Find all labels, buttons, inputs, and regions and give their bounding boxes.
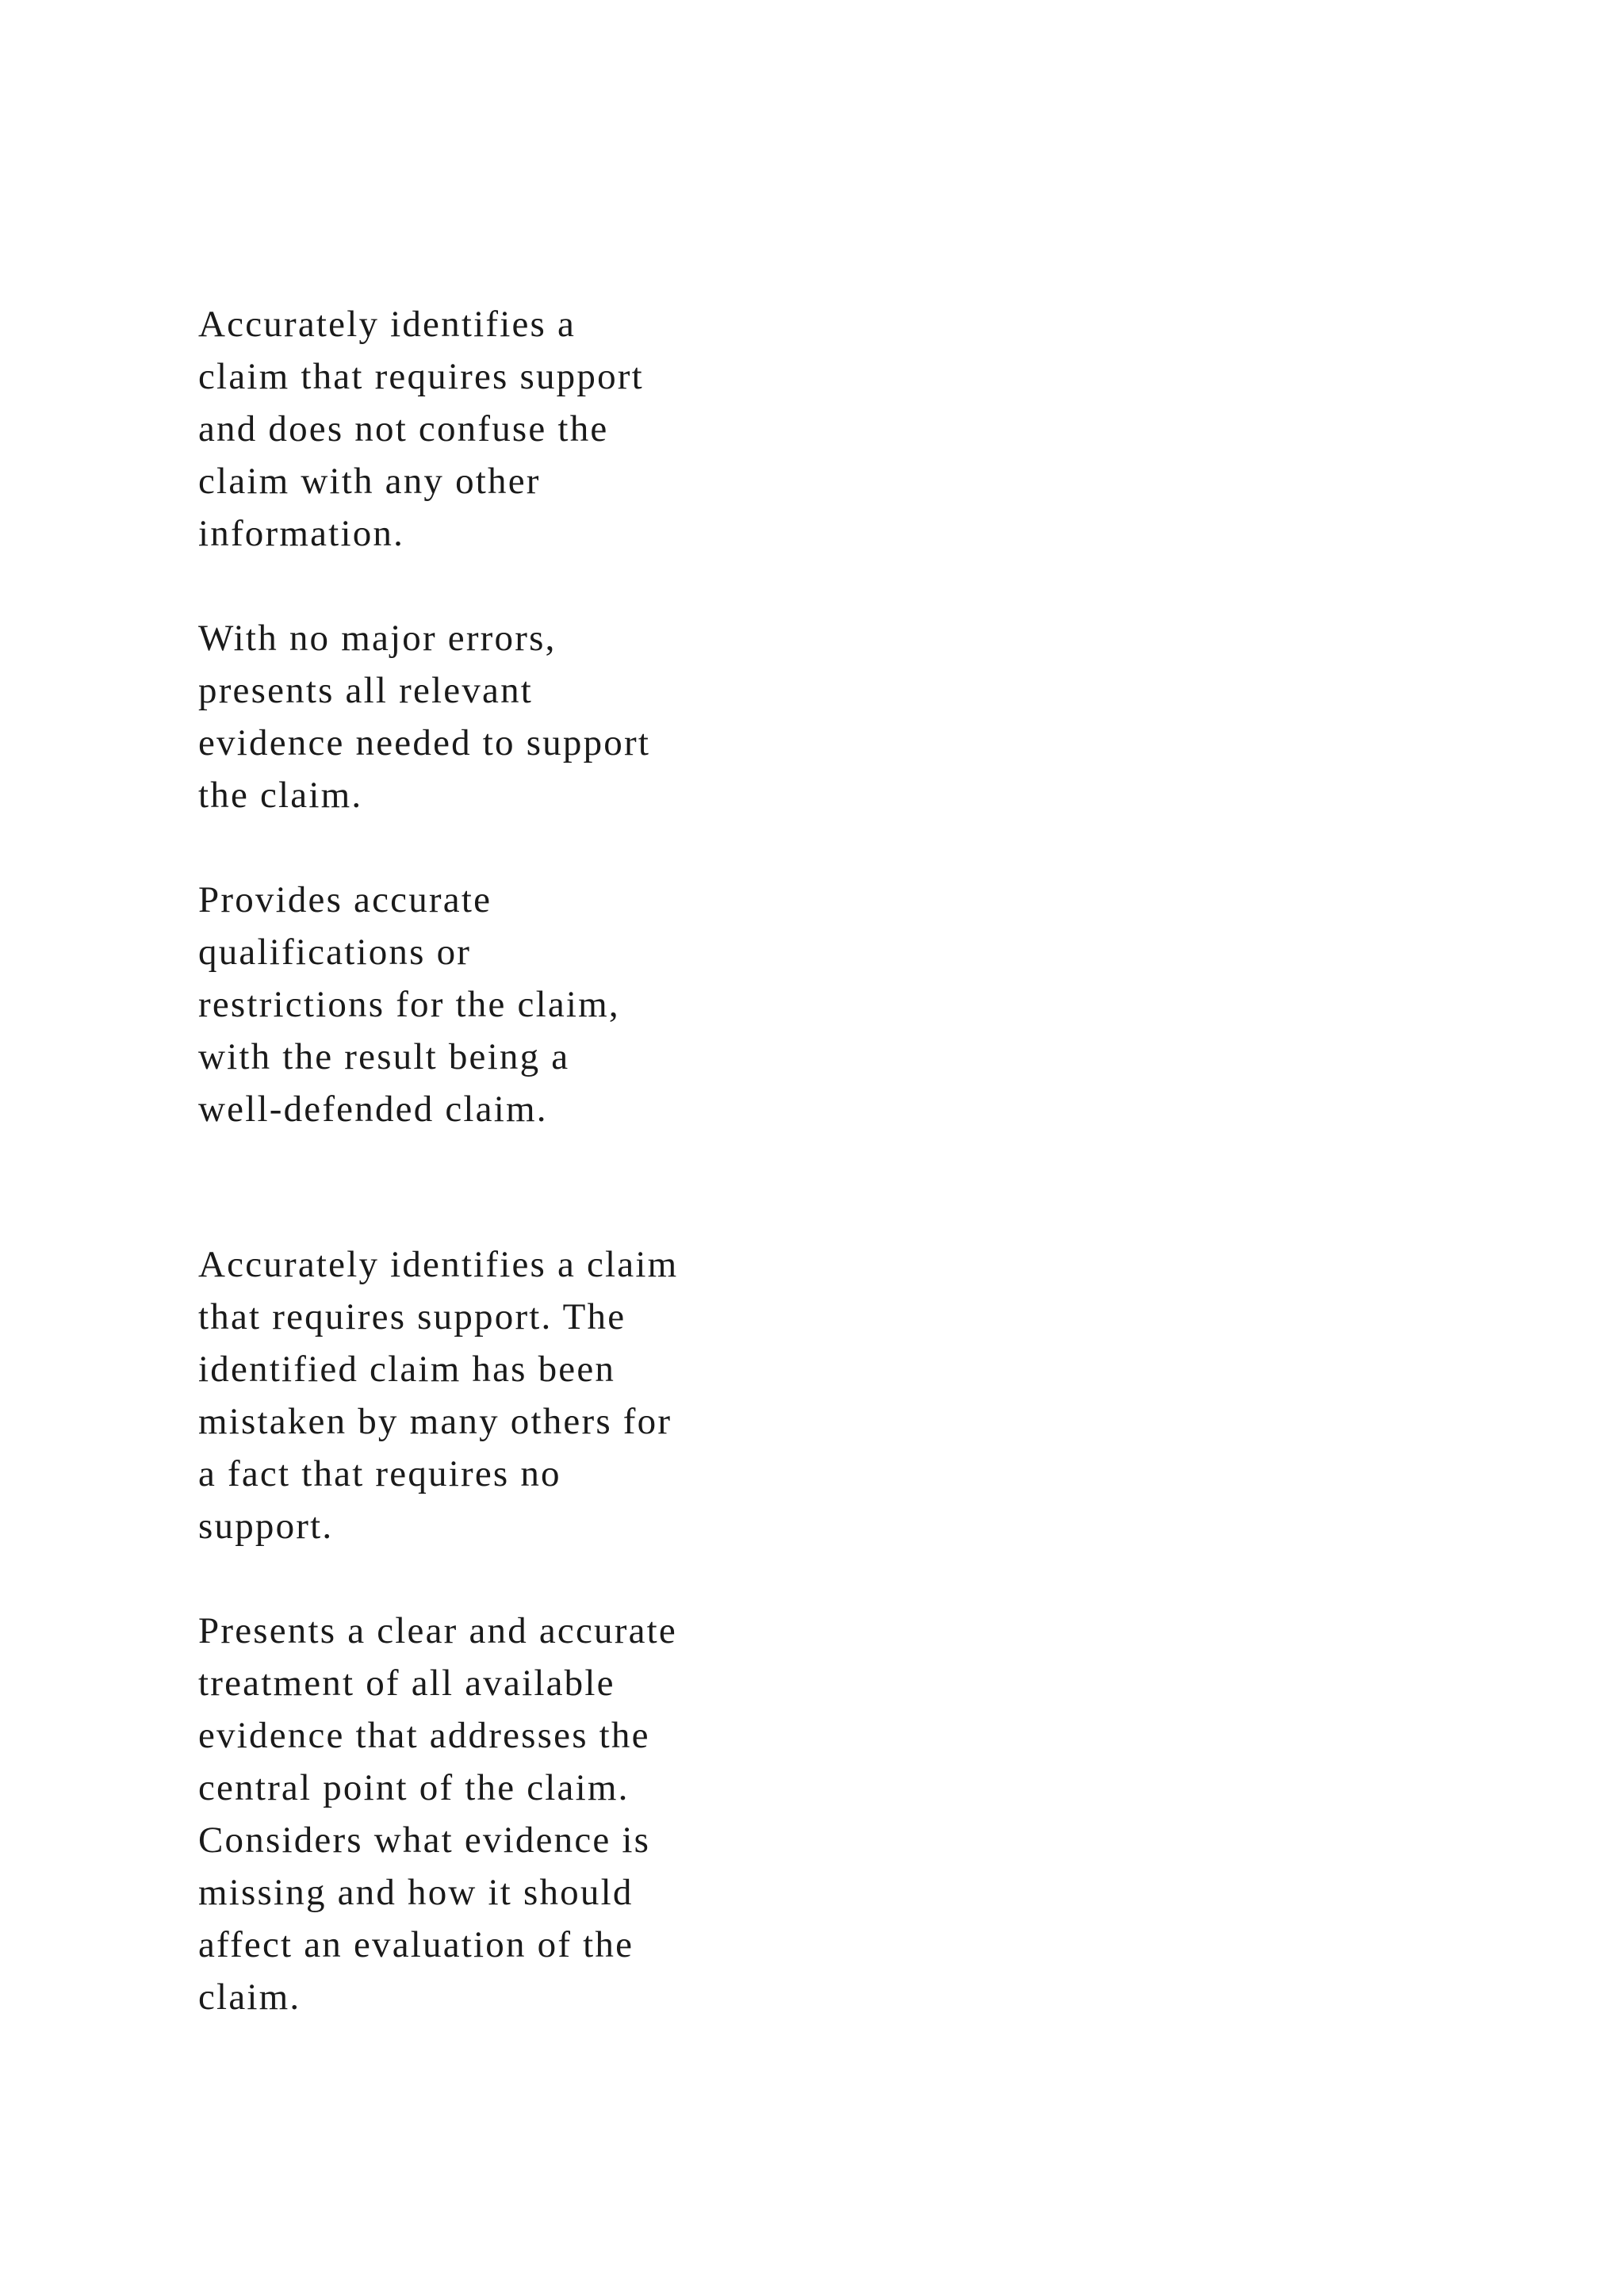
paragraph-evidence-treatment: Presents a clear and accurate treatment of all available evidence that addresses the central point of the claim. Considers what evidence is missing and how it should affect an evaluation of the claim.	[198, 1610, 677, 2018]
paragraph-relevant-evidence: With no major errors, presents all relevant evidence needed to support the claim.	[198, 618, 651, 816]
paragraph-claim-mistaken-for-fact: Accurately identifies a claim that requires support. The identified claim has been mistaken by many others for a fact that requires no support.	[198, 1244, 679, 1547]
paragraph-qualifications: Provides accurate qualifications or restrictions for the claim, with the result being a well-defended claim.	[198, 879, 620, 1130]
paragraph-claim-identification: Accurately identifies a claim that requires support and does not confuse the claim with any other information.	[198, 304, 644, 554]
